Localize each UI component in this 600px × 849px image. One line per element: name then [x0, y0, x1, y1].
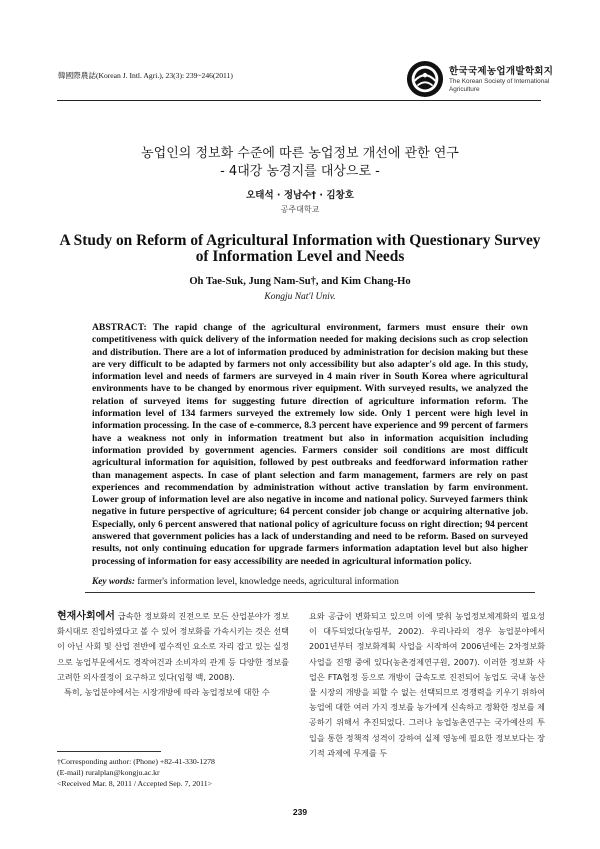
english-title-line1: A Study on Reform of Agricultural Information with Questionary Survey [59, 232, 541, 249]
email-note: (E-mail) ruralplan@kongju.ac.kr [57, 768, 160, 777]
abstract-divider [85, 592, 535, 593]
society-name-en: The Korean Society of International Agriculture [449, 78, 550, 93]
abstract [92, 322, 528, 568]
keywords-label: Key words: [92, 577, 135, 587]
footnotes [57, 756, 297, 789]
korean-title-line1: 농업인의 정보화 수준에 따른 농업정보 개선에 관한 연구 [141, 146, 459, 161]
received-accepted-note: <Received Mar. 8, 2011 / Accepted Sep. 7, 2011> [57, 779, 213, 788]
body-lead-phrase: 현재사회에서 [57, 611, 115, 622]
journal-reference: 韓國際農誌(Korean J. Intl. Agri.), 23(3): 239~246(2011) [58, 71, 233, 80]
society-name-ko: 한국국제농업개발학회지 [449, 66, 554, 77]
page-number: 239 [292, 807, 308, 817]
body-paragraph [57, 609, 289, 685]
body-text: 급속한 정보화의 진전으로 모든 산업분야가 정보화시대로 진입하였다고 볼 수 있어 정보화를 가속시키는 것은 선택이 아닌 사회 및 산업 전반에 필수적인 요소로 자리 잡고 있는 실정으로 농업부문에서도 경작여건과 소비자의 관계 등 다양한 정보를 고려한 의사결정이 요구하고 있다(임형 백, 2008). [57, 611, 289, 682]
korean-affiliation: 공주대학교 [280, 205, 320, 214]
english-affiliation: Kongju Nat'l Univ. [264, 292, 336, 302]
body-column-right [309, 609, 545, 761]
abstract-label: ABSTRACT: [92, 322, 147, 333]
corresponding-author-note: †Corresponding author: (Phone) +82-41-330-1278 [57, 757, 215, 766]
body-column-left [57, 609, 289, 700]
keywords [92, 577, 528, 587]
keywords-text: farmer's information level, knowledge needs, agricultural information [137, 577, 399, 587]
abstract-text: The rapid change of the agricultural environment, farmers must ensure their own competitiveness with quick delivery of the information needed for making decisions such as crop selection and distribution. There are a lot of information produced by administration for decision making but these are very difficult to be adapted by farmers not only accessibility but also adapter's old age. In this study, information level and needs of farmers are surveyed in 4 main river in South Korea where agricultural environments have to be changed by enormous river equipment. With surveyed results, we analyzed the relation of surveyed items for suggesting future direction of agriculture information reform. The information level of 134 farmers surveyed the extremely low side. Only 1 percent were high level in information processing. In the case of e-commerce, 8.3 percent have experience and 99 percent of farmers have a weakness not only in information treatment but also in information acquisition including information provided by government agencies. Farmers consider soil conditions are most difficult agricultural information for aquisition, followed by pest outbreaks and feedforward information rather than management aspects. In case of plant selection and farm management, farmers are rely on past experiences and recommendation by administration without active translation by farm environment. Lower group of information level are also negative in income and national policy. Surveyed farmers think negative in future perspective of agriculture; 64 percent consider job change or acquiring alternative job. Especially, only 6 percent answered that national policy of agriculture focuss on right direction; 94 percent answered that government policies has a lack of understanding and need to be reform. Based on surveyed results, not only continuing education for upgrade farmers information adaptation level but also higher processing of information for easy accessibility are needed in agricultural information policy. [92, 322, 528, 567]
english-title-line2: of Information Level and Needs [195, 248, 405, 265]
english-authors: Oh Tae-Suk, Jung Nam-Su†, and Kim Chang-Ho [189, 276, 411, 287]
society-logo-icon [406, 60, 444, 98]
body-paragraph: 특히, 농업분야에서는 시장개방에 따라 농업정보에 대한 수 [64, 687, 270, 698]
korean-title-line2: - 4대강 농경지를 대상으로 - [220, 164, 380, 179]
footnote-divider [57, 751, 161, 752]
body-paragraph: 요와 공급이 변화되고 있으며 이에 맞춰 농업정보체계화의 필요성이 대두되었다(농림부, 2002). 우리나라의 경우 농업분야에서 2001년부터 정보화계획 사업을 시작하여 2006년에는 2차정보화사업을 진행 중에 있다(농촌경제연구원, 2007). 이러한 정보화 사업은 FTA협정 등으로 개방이 급속도로 진전되어 농업도 국내 농산물 시장의 개방을 피할 수 없는 선택되므로 경쟁력을 키우기 위하여 농업에 대한 여러 가지 정보를 농가에게 신속하고 정확한 정보를 제공하기 위해서 추진되었다. 그러나 농업농촌연구는 국가예산의 투입을 통한 정책적 성격이 강하여 실제 영농에 필요한 정보보다는 장기적 과제에 무게를 두 [309, 611, 545, 758]
header-divider [57, 100, 541, 101]
korean-authors: 오태석 · 정남수† · 김창호 [246, 190, 354, 201]
